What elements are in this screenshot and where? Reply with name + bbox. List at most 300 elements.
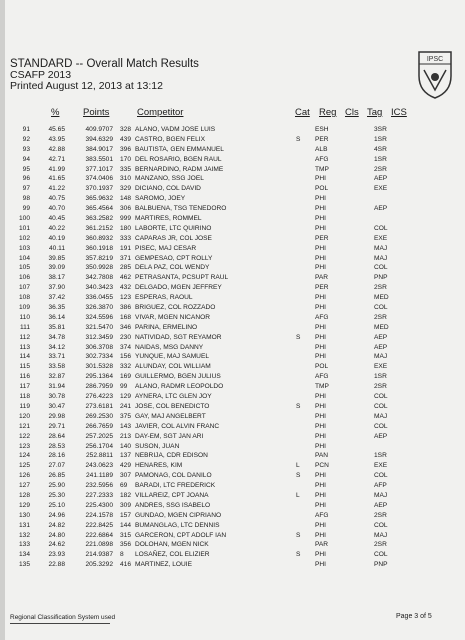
- row-region: PAN: [315, 452, 329, 460]
- row-competitor-name: CAPARAS JR, COL JOSE: [135, 234, 212, 242]
- row-competitor-id: 306: [120, 205, 132, 213]
- row-percent: 28.64: [48, 432, 65, 440]
- row-competitor-name: SUSON, JUAN: [135, 442, 180, 450]
- row-competitor-id: 144: [120, 521, 132, 529]
- row-points: 214.9387: [85, 551, 113, 559]
- row-tag: MAJ: [374, 491, 388, 499]
- table-row: [5, 343, 465, 353]
- row-competitor-name: PAMONAG, COL DANILO: [135, 472, 212, 480]
- row-competitor-id: 156: [120, 353, 132, 361]
- row-competitor-id: 170: [120, 155, 132, 163]
- row-points: 227.2333: [85, 491, 113, 499]
- table-row: [5, 451, 465, 461]
- table-row: [5, 461, 465, 471]
- row-tag: 4SR: [374, 145, 387, 153]
- row-percent: 40.19: [48, 234, 65, 242]
- row-region: TMP: [315, 383, 329, 391]
- row-tag: 3SR: [374, 126, 387, 133]
- row-competitor-id: 157: [120, 511, 132, 519]
- row-points: 394.6329: [85, 135, 113, 143]
- row-percent: 40.22: [48, 224, 65, 232]
- row-tag: MAJ: [374, 412, 388, 420]
- row-percent: 36.35: [48, 304, 65, 312]
- row-competitor-name: BERNARDINO, RADM JAIME: [135, 165, 224, 173]
- row-competitor-name: PISEC, MAJ CESAR: [135, 244, 197, 252]
- row-competitor-id: 129: [120, 393, 132, 401]
- row-tag: EXE: [374, 185, 388, 193]
- row-tag: EXE: [374, 234, 388, 242]
- table-row: [5, 442, 465, 452]
- row-points: 377.1017: [85, 165, 113, 173]
- row-tag: 2SR: [374, 313, 387, 321]
- table-row: [5, 254, 465, 264]
- results-table: [5, 125, 465, 570]
- row-region: PHI: [315, 501, 326, 509]
- row-percent: 33.71: [48, 353, 65, 361]
- row-tag: AEP: [374, 343, 388, 351]
- row-number: 108: [18, 294, 30, 302]
- row-region: PHI: [315, 205, 326, 213]
- row-number: 116: [19, 373, 30, 381]
- row-competitor-id: 328: [120, 126, 132, 133]
- row-percent: 24.82: [48, 521, 65, 529]
- table-row: [5, 432, 465, 442]
- row-region: AFG: [315, 373, 329, 381]
- row-percent: 24.96: [48, 511, 65, 519]
- row-number: 117: [19, 383, 30, 391]
- table-row: [5, 263, 465, 273]
- row-percent: 34.12: [48, 343, 65, 351]
- row-competitor-name: GUNDAO, MGEN CIPRIANO: [135, 511, 222, 519]
- row-competitor-id: 462: [120, 274, 132, 282]
- row-percent: 37.90: [48, 284, 65, 292]
- table-row: [5, 372, 465, 382]
- row-region: POL: [315, 185, 329, 193]
- row-tag: 2SR: [374, 383, 387, 391]
- row-number: 91: [22, 126, 30, 133]
- row-region: ALB: [315, 145, 328, 153]
- printed-date: Printed August 12, 2013 at 13:12: [10, 80, 163, 92]
- row-tag: 2SR: [374, 511, 387, 519]
- row-number: 96: [22, 175, 30, 183]
- row-region: PHI: [315, 304, 326, 312]
- row-region: PER: [315, 234, 329, 242]
- row-number: 97: [22, 185, 30, 193]
- row-percent: 30.78: [48, 393, 65, 401]
- row-number: 134: [18, 551, 30, 559]
- row-competitor-name: GAY, MAJ ANGELBERT: [135, 412, 206, 420]
- row-competitor-id: 8: [120, 551, 124, 559]
- row-number: 94: [22, 155, 30, 163]
- row-points: 365.4564: [85, 205, 113, 213]
- table-row: [5, 273, 465, 283]
- row-points: 224.1578: [85, 511, 113, 519]
- row-tag: 2SR: [374, 284, 387, 292]
- row-region: PHI: [315, 224, 326, 232]
- row-competitor-name: DOLOHAN, MGEN NICK: [135, 541, 209, 549]
- row-tag: MAJ: [374, 254, 388, 262]
- table-row: [5, 550, 465, 560]
- row-percent: 24.80: [48, 531, 65, 539]
- row-competitor-name: BARADI, LTC FREDERICK: [135, 482, 216, 490]
- row-region: PHI: [315, 323, 326, 331]
- row-percent: 25.90: [48, 482, 65, 490]
- row-percent: 39.85: [48, 254, 65, 262]
- row-region: PHI: [315, 343, 326, 351]
- table-row: [5, 402, 465, 412]
- table-row: [5, 224, 465, 234]
- row-region: AFG: [315, 313, 329, 321]
- row-competitor-name: AYNERA, LTC GLEN JOY: [135, 393, 212, 401]
- row-competitor-name: JAVIER, COL ALVIN FRANC: [135, 422, 220, 430]
- footer-note: Regional Classification System used: [10, 614, 116, 621]
- col-header-cls: Cls: [345, 107, 359, 118]
- row-percent: 31.94: [48, 383, 65, 391]
- row-competitor-name: MARTINEZ, LOUIE: [135, 561, 193, 569]
- table-row: [5, 521, 465, 531]
- row-competitor-name: VILLAREIZ, CPT JOANA: [135, 491, 209, 499]
- row-number: 92: [22, 135, 30, 143]
- row-percent: 40.45: [48, 215, 65, 223]
- row-competitor-name: NEBRIJA, CDR EDISON: [135, 452, 208, 460]
- table-row: [5, 412, 465, 422]
- row-region: PHI: [315, 491, 326, 499]
- row-region: AFG: [315, 511, 329, 519]
- row-tag: MED: [374, 294, 389, 302]
- row-competitor-id: 329: [120, 185, 132, 193]
- row-competitor-name: LABORTE, LTC QUIRINO: [135, 224, 212, 232]
- row-region: AFG: [315, 155, 329, 163]
- row-points: 273.6181: [85, 402, 113, 410]
- table-row: [5, 392, 465, 402]
- row-competitor-name: DEL ROSARIO, BGEN RAUL: [135, 155, 222, 163]
- row-tag: EXE: [374, 363, 388, 371]
- row-competitor-id: 241: [120, 402, 132, 410]
- row-points: 383.5501: [85, 155, 113, 163]
- row-number: 130: [18, 511, 30, 519]
- table-row: [5, 283, 465, 293]
- row-points: 384.9017: [85, 145, 113, 153]
- row-points: 350.9928: [85, 264, 113, 272]
- row-tag: COL: [374, 422, 388, 430]
- row-points: 221.0898: [85, 541, 113, 549]
- row-competitor-name: BAUTISTA, GEN EMMANUEL: [135, 145, 224, 153]
- row-competitor-name: BRIGUEZ, COL ROZZADO: [135, 304, 216, 312]
- row-points: 232.5956: [85, 482, 113, 490]
- row-tag: AEP: [374, 333, 388, 341]
- table-row: [5, 155, 465, 165]
- page-number: Page 3 of 5: [396, 613, 432, 620]
- row-points: 302.7334: [85, 353, 113, 361]
- row-number: 128: [18, 491, 30, 499]
- row-tag: PNP: [374, 561, 388, 569]
- row-tag: 2SR: [374, 541, 387, 549]
- row-region: PHI: [315, 472, 326, 480]
- table-row: [5, 491, 465, 501]
- row-points: 286.7959: [85, 383, 113, 391]
- row-points: 276.4223: [85, 393, 113, 401]
- row-number: 129: [18, 501, 30, 509]
- row-percent: 25.30: [48, 491, 65, 499]
- row-number: 103: [18, 244, 30, 252]
- row-points: 257.2025: [85, 432, 113, 440]
- row-category: L: [296, 462, 300, 470]
- row-tag: AEP: [374, 432, 388, 440]
- row-competitor-name: MANZANO, SSG JOEL: [135, 175, 204, 183]
- row-percent: 33.58: [48, 363, 65, 371]
- row-category: S: [296, 135, 301, 143]
- row-competitor-name: ANDRES, SSG ISABELO: [135, 501, 211, 509]
- row-competitor-name: VIVAR, MGEN NICANOR: [135, 313, 210, 321]
- row-points: 241.1189: [85, 472, 113, 480]
- row-competitor-name: DAY-EM, SGT JAN ARI: [135, 432, 204, 440]
- row-region: PCN: [315, 462, 329, 470]
- row-points: 361.2152: [85, 224, 113, 232]
- row-number: 131: [18, 521, 30, 529]
- row-region: PHI: [315, 561, 326, 569]
- row-number: 132: [18, 531, 30, 539]
- table-row: [5, 501, 465, 511]
- table-row: [5, 303, 465, 313]
- row-percent: 28.16: [48, 452, 65, 460]
- row-number: 121: [18, 422, 30, 430]
- table-row: [5, 244, 465, 254]
- row-competitor-name: GEMPESAO, CPT ROLLY: [135, 254, 213, 262]
- row-tag: 1SR: [374, 155, 387, 163]
- row-competitor-id: 356: [120, 541, 132, 549]
- row-percent: 27.07: [48, 462, 65, 470]
- row-competitor-id: 69: [120, 482, 128, 490]
- row-category: S: [296, 402, 301, 410]
- table-row: [5, 135, 465, 145]
- row-points: 269.2530: [85, 412, 113, 420]
- row-number: 105: [18, 264, 30, 272]
- row-points: 222.8425: [85, 521, 113, 529]
- row-percent: 41.99: [48, 165, 65, 173]
- row-points: 326.3870: [85, 304, 113, 312]
- row-number: 109: [18, 304, 30, 312]
- row-competitor-id: 148: [120, 195, 132, 203]
- row-region: PER: [315, 284, 329, 292]
- row-category: S: [296, 551, 301, 559]
- table-row: [5, 382, 465, 392]
- row-competitor-name: BUMANGLAG, LTC DENNIS: [135, 521, 220, 529]
- table-row: [5, 165, 465, 175]
- row-number: 113: [19, 343, 30, 351]
- row-region: POL: [315, 363, 329, 371]
- row-competitor-id: 182: [120, 491, 132, 499]
- row-percent: 24.62: [48, 541, 65, 549]
- row-points: 342.7808: [85, 274, 113, 282]
- table-row: [5, 125, 465, 135]
- row-competitor-id: 99: [120, 383, 128, 391]
- row-points: 374.0406: [85, 175, 113, 183]
- row-number: 133: [18, 541, 30, 549]
- row-competitor-id: 432: [120, 284, 132, 292]
- row-competitor-name: PARINA, ERMELINO: [135, 323, 198, 331]
- row-competitor-name: CASTRO, BGEN FELIX: [135, 135, 205, 143]
- row-number: 118: [19, 393, 30, 401]
- row-competitor-name: ALANO, VADM JOSE LUIS: [135, 126, 216, 133]
- table-row: [5, 352, 465, 362]
- results-page: [5, 0, 465, 640]
- row-percent: 29.71: [48, 422, 65, 430]
- row-competitor-id: 169: [120, 373, 132, 381]
- row-number: 120: [18, 412, 30, 420]
- row-tag: MAJ: [374, 244, 388, 252]
- row-percent: 40.75: [48, 195, 65, 203]
- event-name: CSAFP 2013: [10, 69, 72, 81]
- row-points: 365.9632: [85, 195, 113, 203]
- row-competitor-name: HENARES, KIM: [135, 462, 183, 470]
- row-number: 127: [18, 482, 30, 490]
- row-competitor-id: 285: [120, 264, 132, 272]
- row-percent: 42.88: [48, 145, 65, 153]
- row-points: 312.3459: [85, 333, 113, 341]
- row-competitor-name: GUILLERMO, BGEN JULIUS: [135, 373, 221, 381]
- row-competitor-id: 140: [120, 442, 132, 450]
- row-percent: 45.65: [48, 126, 65, 133]
- row-percent: 26.85: [48, 472, 65, 480]
- row-number: 125: [18, 462, 30, 470]
- row-number: 95: [22, 165, 30, 173]
- table-row: [5, 194, 465, 204]
- col-header-tag: Tag: [367, 107, 383, 118]
- row-competitor-name: SAROMO, JOEY: [135, 195, 186, 203]
- row-region: PHI: [315, 195, 326, 203]
- row-tag: COL: [374, 551, 388, 559]
- row-number: 112: [19, 333, 30, 341]
- row-competitor-id: 375: [120, 412, 132, 420]
- row-competitor-id: 213: [120, 432, 132, 440]
- row-percent: 41.65: [48, 175, 65, 183]
- row-number: 106: [18, 274, 30, 282]
- row-region: PHI: [315, 294, 326, 302]
- col-header-cat: Cat: [295, 107, 310, 118]
- row-competitor-id: 191: [120, 244, 132, 252]
- row-number: 98: [22, 195, 30, 203]
- row-percent: 34.78: [48, 333, 65, 341]
- row-region: TMP: [315, 165, 329, 173]
- row-number: 93: [22, 145, 30, 153]
- row-percent: 39.09: [48, 264, 65, 272]
- row-tag: MAJ: [374, 353, 388, 361]
- row-number: 99: [22, 205, 30, 213]
- row-number: 126: [18, 472, 30, 480]
- row-tag: COL: [374, 393, 388, 401]
- table-row: [5, 481, 465, 491]
- row-region: PHI: [315, 551, 326, 559]
- row-competitor-id: 439: [120, 135, 132, 143]
- row-competitor-id: 333: [120, 234, 132, 242]
- row-region: PHI: [315, 422, 326, 430]
- row-tag: MAJ: [374, 531, 388, 539]
- row-number: 100: [18, 215, 30, 223]
- row-tag: 1SR: [374, 373, 387, 381]
- row-region: ESH: [315, 126, 329, 133]
- row-points: 301.5328: [85, 363, 113, 371]
- row-tag: AFP: [374, 482, 387, 490]
- row-tag: COL: [374, 521, 388, 529]
- row-competitor-id: 999: [120, 215, 132, 223]
- row-number: 107: [18, 284, 30, 292]
- row-points: 243.0623: [85, 462, 113, 470]
- row-category: S: [296, 472, 301, 480]
- row-region: PHI: [315, 432, 326, 440]
- footer-divider: [10, 623, 110, 624]
- row-competitor-name: JOSE, COL BENEDICTO: [135, 402, 210, 410]
- row-competitor-name: BALBUENA, TSG TENEDORO: [135, 205, 227, 213]
- row-region: PHI: [315, 264, 326, 272]
- row-competitor-id: 429: [120, 462, 132, 470]
- row-number: 102: [18, 234, 30, 242]
- row-points: 256.1704: [85, 442, 113, 450]
- row-points: 409.9707: [85, 126, 113, 133]
- row-competitor-name: DICIANO, COL DAVID: [135, 185, 201, 193]
- table-row: [5, 511, 465, 521]
- table-row: [5, 540, 465, 550]
- row-region: PHI: [315, 215, 326, 223]
- row-number: 115: [19, 363, 30, 371]
- row-competitor-id: 137: [120, 452, 132, 460]
- row-competitor-id: 168: [120, 313, 132, 321]
- row-competitor-name: PETRASANTA, PCSUPT RAUL: [135, 274, 229, 282]
- row-category: S: [296, 531, 301, 539]
- row-region: PHI: [315, 442, 326, 450]
- row-percent: 35.81: [48, 323, 65, 331]
- row-competitor-id: 346: [120, 323, 132, 331]
- row-tag: 2SR: [374, 165, 387, 173]
- row-number: 124: [18, 452, 30, 460]
- table-row: [5, 145, 465, 155]
- row-percent: 22.88: [48, 561, 65, 569]
- row-region: PER: [315, 135, 329, 143]
- table-row: [5, 422, 465, 432]
- row-tag: PNP: [374, 274, 388, 282]
- row-points: 324.5596: [85, 313, 113, 321]
- table-row: [5, 234, 465, 244]
- row-competitor-name: NAIDAS, MSG DANNY: [135, 343, 204, 351]
- row-percent: 42.71: [48, 155, 65, 163]
- row-points: 222.6864: [85, 531, 113, 539]
- row-percent: 28.53: [48, 442, 65, 450]
- row-percent: 41.22: [48, 185, 65, 193]
- row-points: 336.0455: [85, 294, 113, 302]
- row-percent: 25.10: [48, 501, 65, 509]
- row-tag: AEP: [374, 175, 388, 183]
- row-tag: COL: [374, 472, 388, 480]
- row-points: 357.8219: [85, 254, 113, 262]
- row-competitor-id: 310: [120, 175, 132, 183]
- row-region: PHI: [315, 393, 326, 401]
- table-row: [5, 323, 465, 333]
- col-header-ics: ICS: [391, 107, 407, 118]
- row-competitor-name: ALANO, RADMR LEOPOLDO: [135, 383, 224, 391]
- row-region: PHI: [315, 412, 326, 420]
- row-region: PHI: [315, 482, 326, 490]
- row-competitor-id: 416: [120, 561, 132, 569]
- row-points: 252.8811: [85, 452, 113, 460]
- row-tag: 1SR: [374, 452, 387, 460]
- row-tag: AEP: [374, 501, 388, 509]
- row-points: 360.8932: [85, 234, 113, 242]
- row-percent: 29.98: [48, 412, 65, 420]
- row-competitor-id: 315: [120, 531, 132, 539]
- row-region: PHI: [315, 333, 326, 341]
- row-percent: 23.93: [48, 551, 65, 559]
- row-competitor-name: DELA PAZ, COL WENDY: [135, 264, 210, 272]
- row-competitor-name: LOSAÑEZ, COL ELIZIER: [135, 551, 210, 559]
